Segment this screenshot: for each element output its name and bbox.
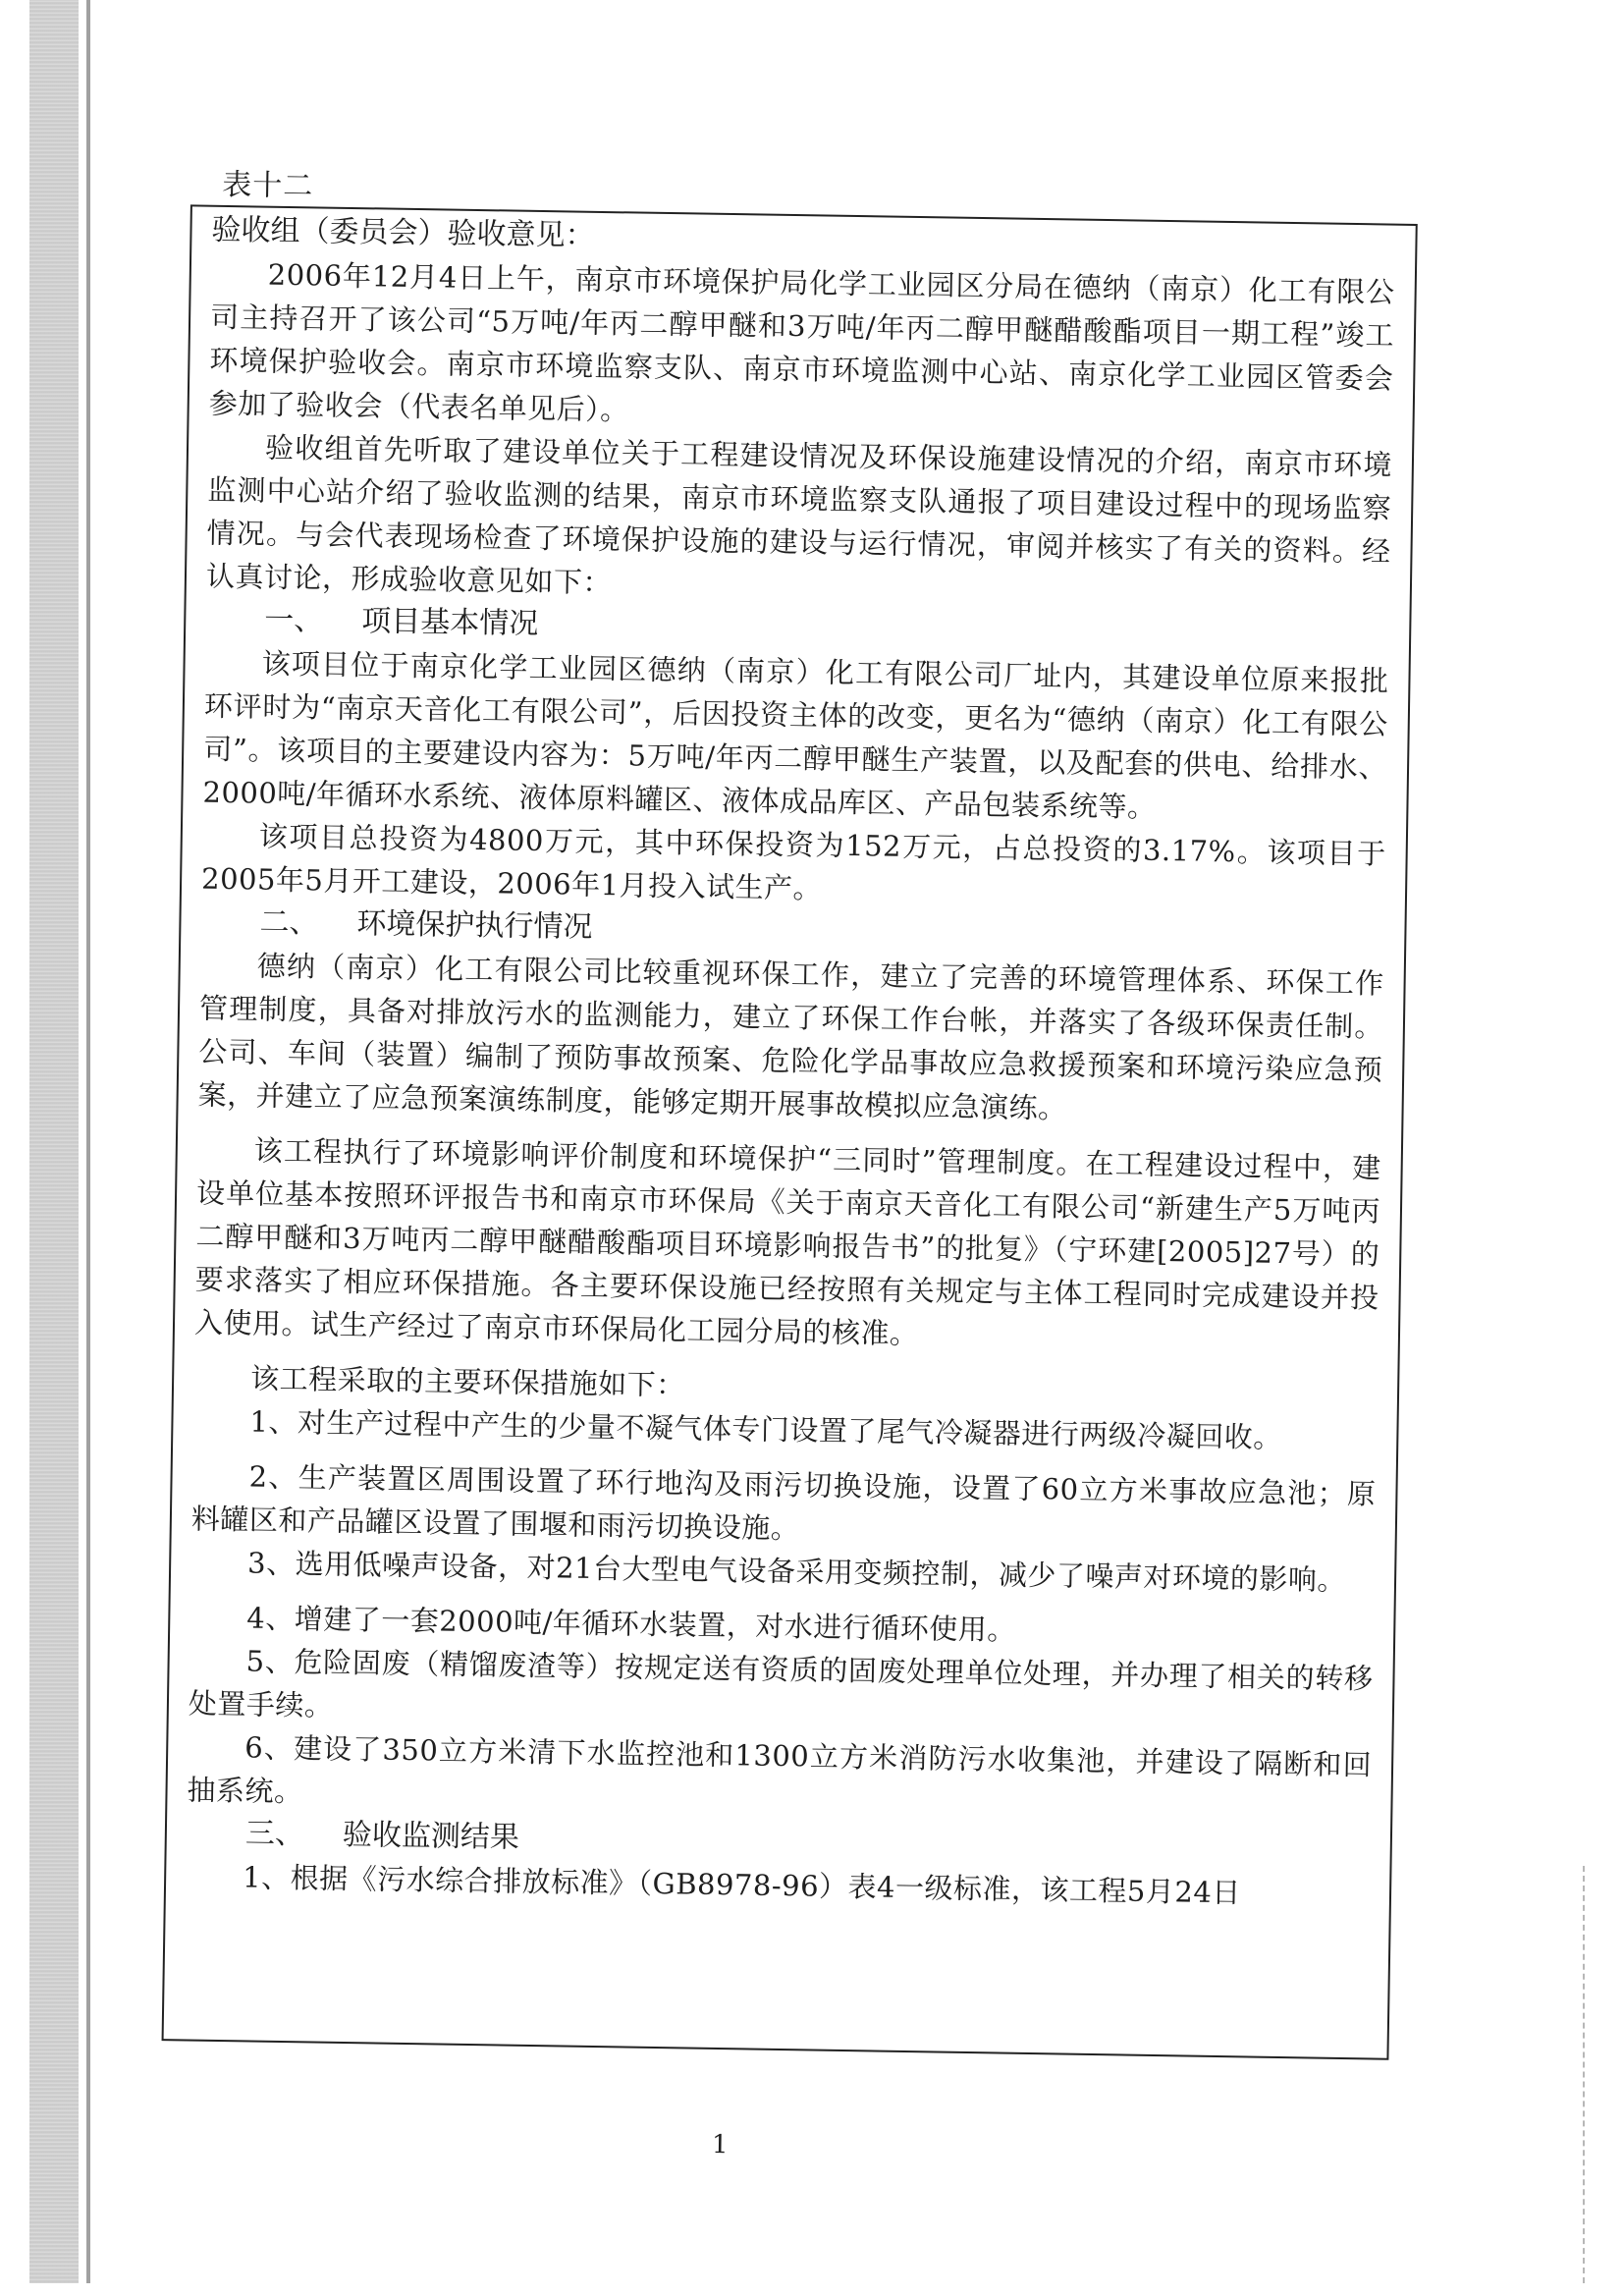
intro-paragraph: 验收组首先听取了建设单位关于工程建设情况及环保设施建设情况的介绍，南京市环境监测中心站介绍了验收监测的结果，南京市环境监察支队通报了项目建设过程中的现场监察情况。与会代表现场检查了环境保护设施的建设与运行情况，审阅并核实了有关的资料。经认真讨论，形成验收意见如下：: [205, 430, 1393, 600]
measure-item: 5、危险固废（精馏废渣等）按规定送有资质的固废处理单位处理，并办理了相关的转移处置手续。: [188, 1644, 1374, 1722]
section-paragraph: 1、根据《污水综合排放标准》（GB8978-96）表4一级标准，该工程5月24日: [242, 1860, 1242, 1910]
section-number: 二、: [259, 904, 319, 941]
measure-item: 3、选用低噪声设备，对21台大型电气设备采用变频控制，减少了噪声对环境的影响。: [246, 1546, 1347, 1598]
section-number: 一、: [264, 602, 324, 638]
measure-item: 6、建设了350立方米清下水监控池和1300立方米消防污水收集池，并建设了隔断和回抽系统。: [187, 1730, 1373, 1809]
section-number: 三、: [244, 1816, 305, 1852]
intro-paragraph: 2006年12月4日上午，南京市环境保护局化学工业园区分局在德纳（南京）化工有限公司主持召开了该公司“5万吨/年丙二醇甲醚和3万吨/年丙二醇甲醚醋酸酯项目一期工程”竣工环境保护验收会。南京市环境监察支队、南京市环境监测中心站、南京化学工业园区管委会参加了验收会（代表名单见后）。: [208, 257, 1395, 427]
section-paragraph: 该项目总投资为4800万元，其中环保投资为152万元，占总投资的3.17%。该项目于2005年5月开工建设，2006年1月投入试生产。: [200, 819, 1386, 905]
section-title: 验收监测结果: [342, 1818, 520, 1855]
measure-item: 1、对生产过程中产生的少量不凝气体专门设置了尾气冷凝器进行两级冷凝回收。: [249, 1404, 1283, 1454]
page-number: 1: [711, 2129, 729, 2160]
measures-intro: 该工程采取的主要环保措施如下：: [249, 1361, 685, 1402]
section-paragraph: 该项目位于南京化学工业园区德纳（南京）化工有限公司厂址内，其建设单位原来报批环评时为“南京天音化工有限公司”，后因投资主体的改变，更名为“德纳（南京）化工有限公司”。该项目的主要建设内容为：5万吨/年丙二醇甲醚生产装置，以及配套的供电、给排水、2000吨/年循环水系统、液体原料罐区、液体成品库区、产品包装系统等。: [202, 646, 1389, 824]
section-title: 环境保护执行情况: [356, 906, 593, 945]
acceptance-opinion-box: [162, 204, 1418, 2059]
section-paragraph: 德纳（南京）化工有限公司比较重视环保工作，建立了完善的环境管理体系、环保工作管理制度，具备对排放污水的监测能力，建立了环保工作台帐，并落实了各级环保责任制。公司、车间（装置）编制了预防事故预案、危险化学品事故应急救援预案和环境污染应急预案，并建立了应急预案演练制度，能够定期开展事故模拟应急演练。: [197, 949, 1384, 1125]
section-paragraph: 该工程执行了环境影响评价制度和环境保护“三同时”管理制度。在工程建设过程中，建设单位基本按照环评报告书和南京市环保局《关于南京天音化工有限公司“新建生产5万吨丙二醇甲醚和3万吨丙二醇甲醚醋酸酯项目环境影响报告书”的批复》（宁环建[2005]27号）的要求落实了相应环保措施。各主要环保设施已经按照有关规定与主体工程同时完成建设并投入使用。试生产经过了南京市环保局化工园分局的核准。: [193, 1133, 1381, 1351]
measure-item: 4、增建了一套2000吨/年循环水装置，对水进行循环使用。: [246, 1601, 1017, 1647]
box-title: 验收组（委员会）验收意见：: [211, 212, 595, 253]
section-title: 项目基本情况: [361, 604, 539, 641]
table-label: 表十二: [221, 167, 314, 204]
measure-item: 2、生产装置区周围设置了环行地沟及雨污切换设施，设置了60立方米事故应急池；原料罐区和产品罐区设置了围堰和雨污切换设施。: [190, 1459, 1377, 1546]
